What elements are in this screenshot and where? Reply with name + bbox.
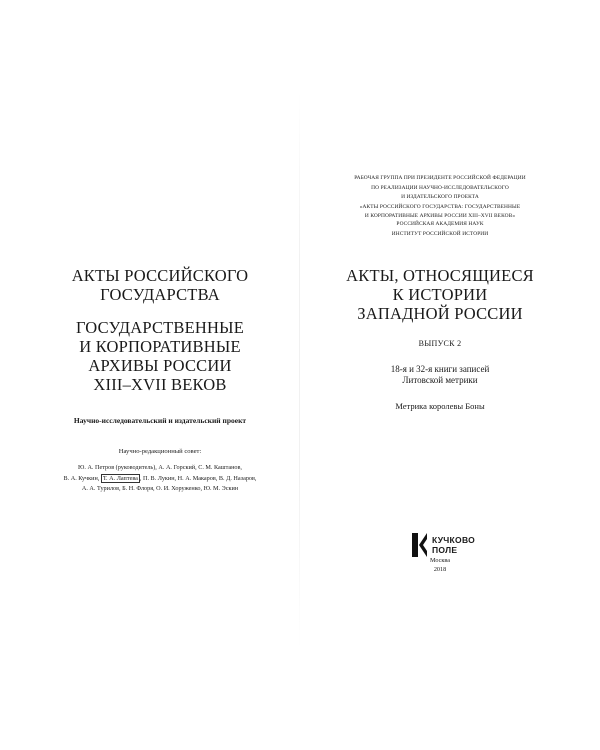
working-group-header xyxy=(304,174,576,222)
series-title-line: ГОСУДАРСТВА xyxy=(100,285,220,304)
subseries-title-line: АРХИВЫ РОССИИ xyxy=(88,356,232,375)
publisher-logo xyxy=(412,533,476,559)
books-description xyxy=(304,364,576,386)
subseries-title-line: И КОРПОРАТИВНЫЕ xyxy=(79,337,241,356)
working-group-line: ПО РЕАЛИЗАЦИИ НАУЧНО-ИССЛЕДОВАТЕЛЬСКОГО xyxy=(371,184,509,191)
publisher-name-line: ПОЛЕ xyxy=(432,545,458,555)
right-page xyxy=(304,0,576,750)
left-page xyxy=(24,0,296,750)
project-note: Научно-исследовательский и издательский проект xyxy=(73,416,247,425)
volume-subtitle: Метрика королевы Боны xyxy=(395,401,485,411)
main-title-line: АКТЫ, ОТНОСЯЩИЕСЯ xyxy=(346,266,534,285)
subseries-title-line: ГОСУДАРСТВЕННЫЕ xyxy=(75,318,245,337)
issue-number: ВЫПУСК 2 xyxy=(418,339,462,348)
series-title-line: АКТЫ РОССИЙСКОГО xyxy=(71,266,249,285)
boxed-name: Т. А. Лаптева xyxy=(102,474,138,482)
publisher-name xyxy=(432,535,475,555)
board-line: Ю. А. Петров (руководитель), А. А. Горский, С. М. Каштанов, xyxy=(78,464,242,471)
working-group-line: И КОРПОРАТИВНЫЕ АРХИВЫ РОССИИ XIII–XVII ВЕКОВ» xyxy=(364,213,516,219)
main-title-line: ЗАПАДНОЙ РОССИИ xyxy=(357,304,523,323)
academy-line: РОССИЙСКАЯ АКАДЕМИЯ НАУК xyxy=(396,221,484,227)
academy-line: ИНСТИТУТ РОССИЙСКОЙ ИСТОРИИ xyxy=(391,230,489,237)
publication-year: 2018 xyxy=(433,566,447,573)
editorial-board-members xyxy=(38,463,282,495)
editorial-board-heading: Научно-редакционный совет: xyxy=(118,448,202,455)
kuchkovo-pole-k-mark-icon xyxy=(412,533,428,557)
main-title xyxy=(304,266,576,323)
working-group-line: «АКТЫ РОССИЙСКОГО ГОСУДАРСТВА: ГОСУДАРСТВЕННЫЕ xyxy=(359,203,521,210)
board-line xyxy=(38,474,282,485)
working-group-line: И ИЗДАТЕЛЬСКОГО ПРОЕКТА xyxy=(401,194,479,200)
main-title-line: К ИСТОРИИ xyxy=(392,285,488,304)
page-gutter xyxy=(299,90,300,650)
books-line: Литовской метрики xyxy=(402,375,478,385)
board-line-part: В. А. Кучкин, xyxy=(63,474,100,482)
books-line: 18-я и 32-я книги записей xyxy=(390,364,490,374)
board-line-part: , П. В. Лукин, Н. А. Макаров, В. Д. Назаров, xyxy=(139,474,257,482)
publisher-name-line: КУЧКОВО xyxy=(432,535,476,545)
publication-city: Москва xyxy=(430,557,450,564)
series-title xyxy=(24,266,296,304)
academy-header xyxy=(304,220,576,239)
working-group-line: РАБОЧАЯ ГРУППА ПРИ ПРЕЗИДЕНТЕ РОССИЙСКОЙ ФЕДЕРАЦИИ xyxy=(354,175,526,181)
subseries-title xyxy=(24,318,296,394)
board-line: А. А. Турилов, Б. Н. Флоря, О. И. Хоруженко, Ю. М. Эскин xyxy=(81,485,239,492)
subseries-title-line: XIII–XVII ВЕКОВ xyxy=(93,375,227,394)
